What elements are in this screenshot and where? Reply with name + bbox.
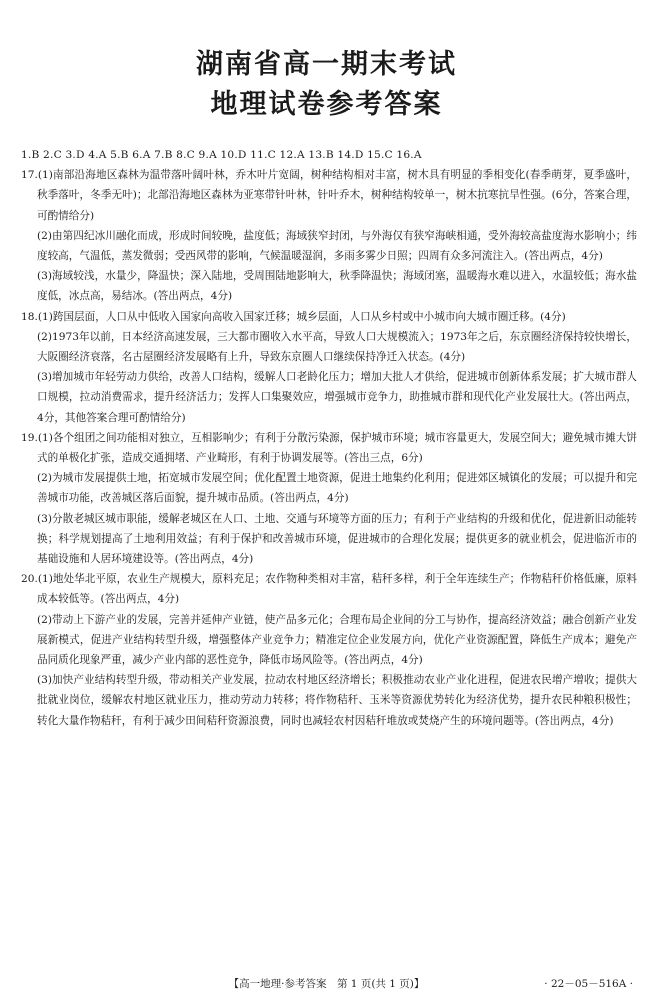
footer-page-info: 【高一地理·参考答案 第 1 页(共 1 页)】 xyxy=(228,978,425,990)
question-19-part-2: (2)为城市发展提供土地，拓宽城市发展空间；优化配置土地资源，促进土地集约化利用；促进郊区城镇化的发展；可以提升和完善城市功能，改善城区落后面貌，提升城市品质。(答出两点，4分) xyxy=(37,472,637,505)
question-20-part-3: (3)加快产业结构转型升级，带动相关产业发展，拉动农村地区经济增长；积极推动农业产业化进程，促进农民增产增收；提供大批就业岗位，缓解农村地区就业压力，推动劳动力转移；将作物秸秆、玉米等资源优势转化为经济优势，提升农民种粮积极性；转化大量作物秸秆，有利于减少田间秸秆资源浪费，同时也减轻农村因秸秆堆放或焚烧产生的环境问题等。(答出两点，4分) xyxy=(37,674,637,727)
question-20-part-2: (2)带动上下游产业的发展，完善并延伸产业链，使产品多元化；合理布局企业间的分工与协作，提高经济效益；融合创新产业发展新模式，促进产业结构转型升级，增强整体产业竞争力；精准定位企业发展方向，优化产业资源配置，降低生产成本；避免产品同质化现象严重，减少产业内部的恶性竞争，降低市场风险等。(答出两点，4分) xyxy=(37,613,637,667)
question-18-part-1: 18.(1)跨国层面，人口从中低收入国家向高收入国家迁移；城乡层面，人口从乡村或中小城市向大城市圈迁移。(4分) xyxy=(21,310,566,323)
question-19-part-3: (3)分散老城区城市职能，缓解老城区在人口、土地、交通与环境等方面的压力；有利于产业结构的升级和优化，促进新旧动能转换；科学规划提高了土地利用效益；有利于保护和改善城市环境，促进城市的合理化发展；提供更多的就业机会，促进临沂市的基础设施和人居环境建设等。(答出两点，4分) xyxy=(37,512,637,566)
question-number: 19. xyxy=(21,431,38,444)
page-subtitle: 地理试卷参考答案 xyxy=(210,89,443,120)
question-17-part-2: (2)由第四纪冰川融化而成，形成时间较晚，盐度低；海域狭窄封闭，与外海仅有狭窄海峡相通，受外海较高盐度海水影响小；纬度较高，气温低，蒸发微弱；受西风带的影响，气候温暖湿润，多雨多雾少日照；四周有众多河流注入。(答出两点，4分) xyxy=(37,229,637,263)
question-19-part-1: 19.(1)各个组团之间功能相对独立，互相影响少；有利于分散污染源，保护城市环境；城市容量更大，发展空间大；避免城市摊大饼式的单极化扩张，造成交通拥堵、产业畸形，有利于协调发展等。(答出三点，6分) xyxy=(21,431,637,465)
footer-code: · 22－05－516A · xyxy=(544,978,633,990)
question-18-part-2: (2)1973年以前，日本经济高速发展，三大都市圈收入水平高，导致人口大规模流入；1973年之后，东京圈经济保持较快增长，大阪圈经济衰落，名古屋圈经济发展略有上升，导致东京圈人口继续保持净迁入状态。(4分) xyxy=(37,330,637,364)
question-18-part-3: (3)增加城市年轻劳动力供给，改善人口结构，缓解人口老龄化压力；增加大批人才供给，促进城市创新体系发展；扩大城市群人口规模，拉动消费需求，提升经济活力；发挥人口集聚效应，增强城市竞争力，助推城市群和现代化产业发展壮大。(答出两点，4分，其他答案合理可酌情给分) xyxy=(37,371,637,424)
question-number: 17. xyxy=(21,169,38,182)
question-17-part-3: (3)海域较浅，水量少，降温快；深入陆地，受周围陆地影响大，秋季降温快；海域闭塞，温暖海水难以进入，水温较低；海水盐度低，冰点高，易结冰。(答出两点，4分) xyxy=(37,270,637,303)
page-footer xyxy=(0,976,653,994)
question-number: 20. xyxy=(21,573,38,586)
multiple-choice-answers: 1.B 2.C 3.D 4.A 5.B 6.A 7.B 8.C 9.A 10.D 11.C 12.A 13.B 14.D 15.C 16.A xyxy=(21,149,422,161)
page-title: 湖南省高一期末考试 xyxy=(196,49,457,80)
answer-body xyxy=(21,145,637,731)
question-number: 18. xyxy=(21,310,38,323)
question-20-part-1: 20.(1)地处华北平原，农业生产规模大，原料充足；农作物种类相对丰富，秸秆多样，利于全年连续生产；作物秸秆价格低廉，原料成本较低等。(答出两点，4分) xyxy=(21,573,637,606)
question-17-part-1: 17.(1)南部沿海地区森林为温带落叶阔叶林，乔木叶片宽阔，树种结构相对丰富，树木具有明显的季相变化(春季萌芽，夏季盛叶，秋季落叶，冬季无叶)；北部沿海地区森林为亚寒带针叶林，针叶乔木，树种结构较单一，树木抗寒抗旱性强。(6分，答案合理，可酌情给分) xyxy=(21,169,637,222)
